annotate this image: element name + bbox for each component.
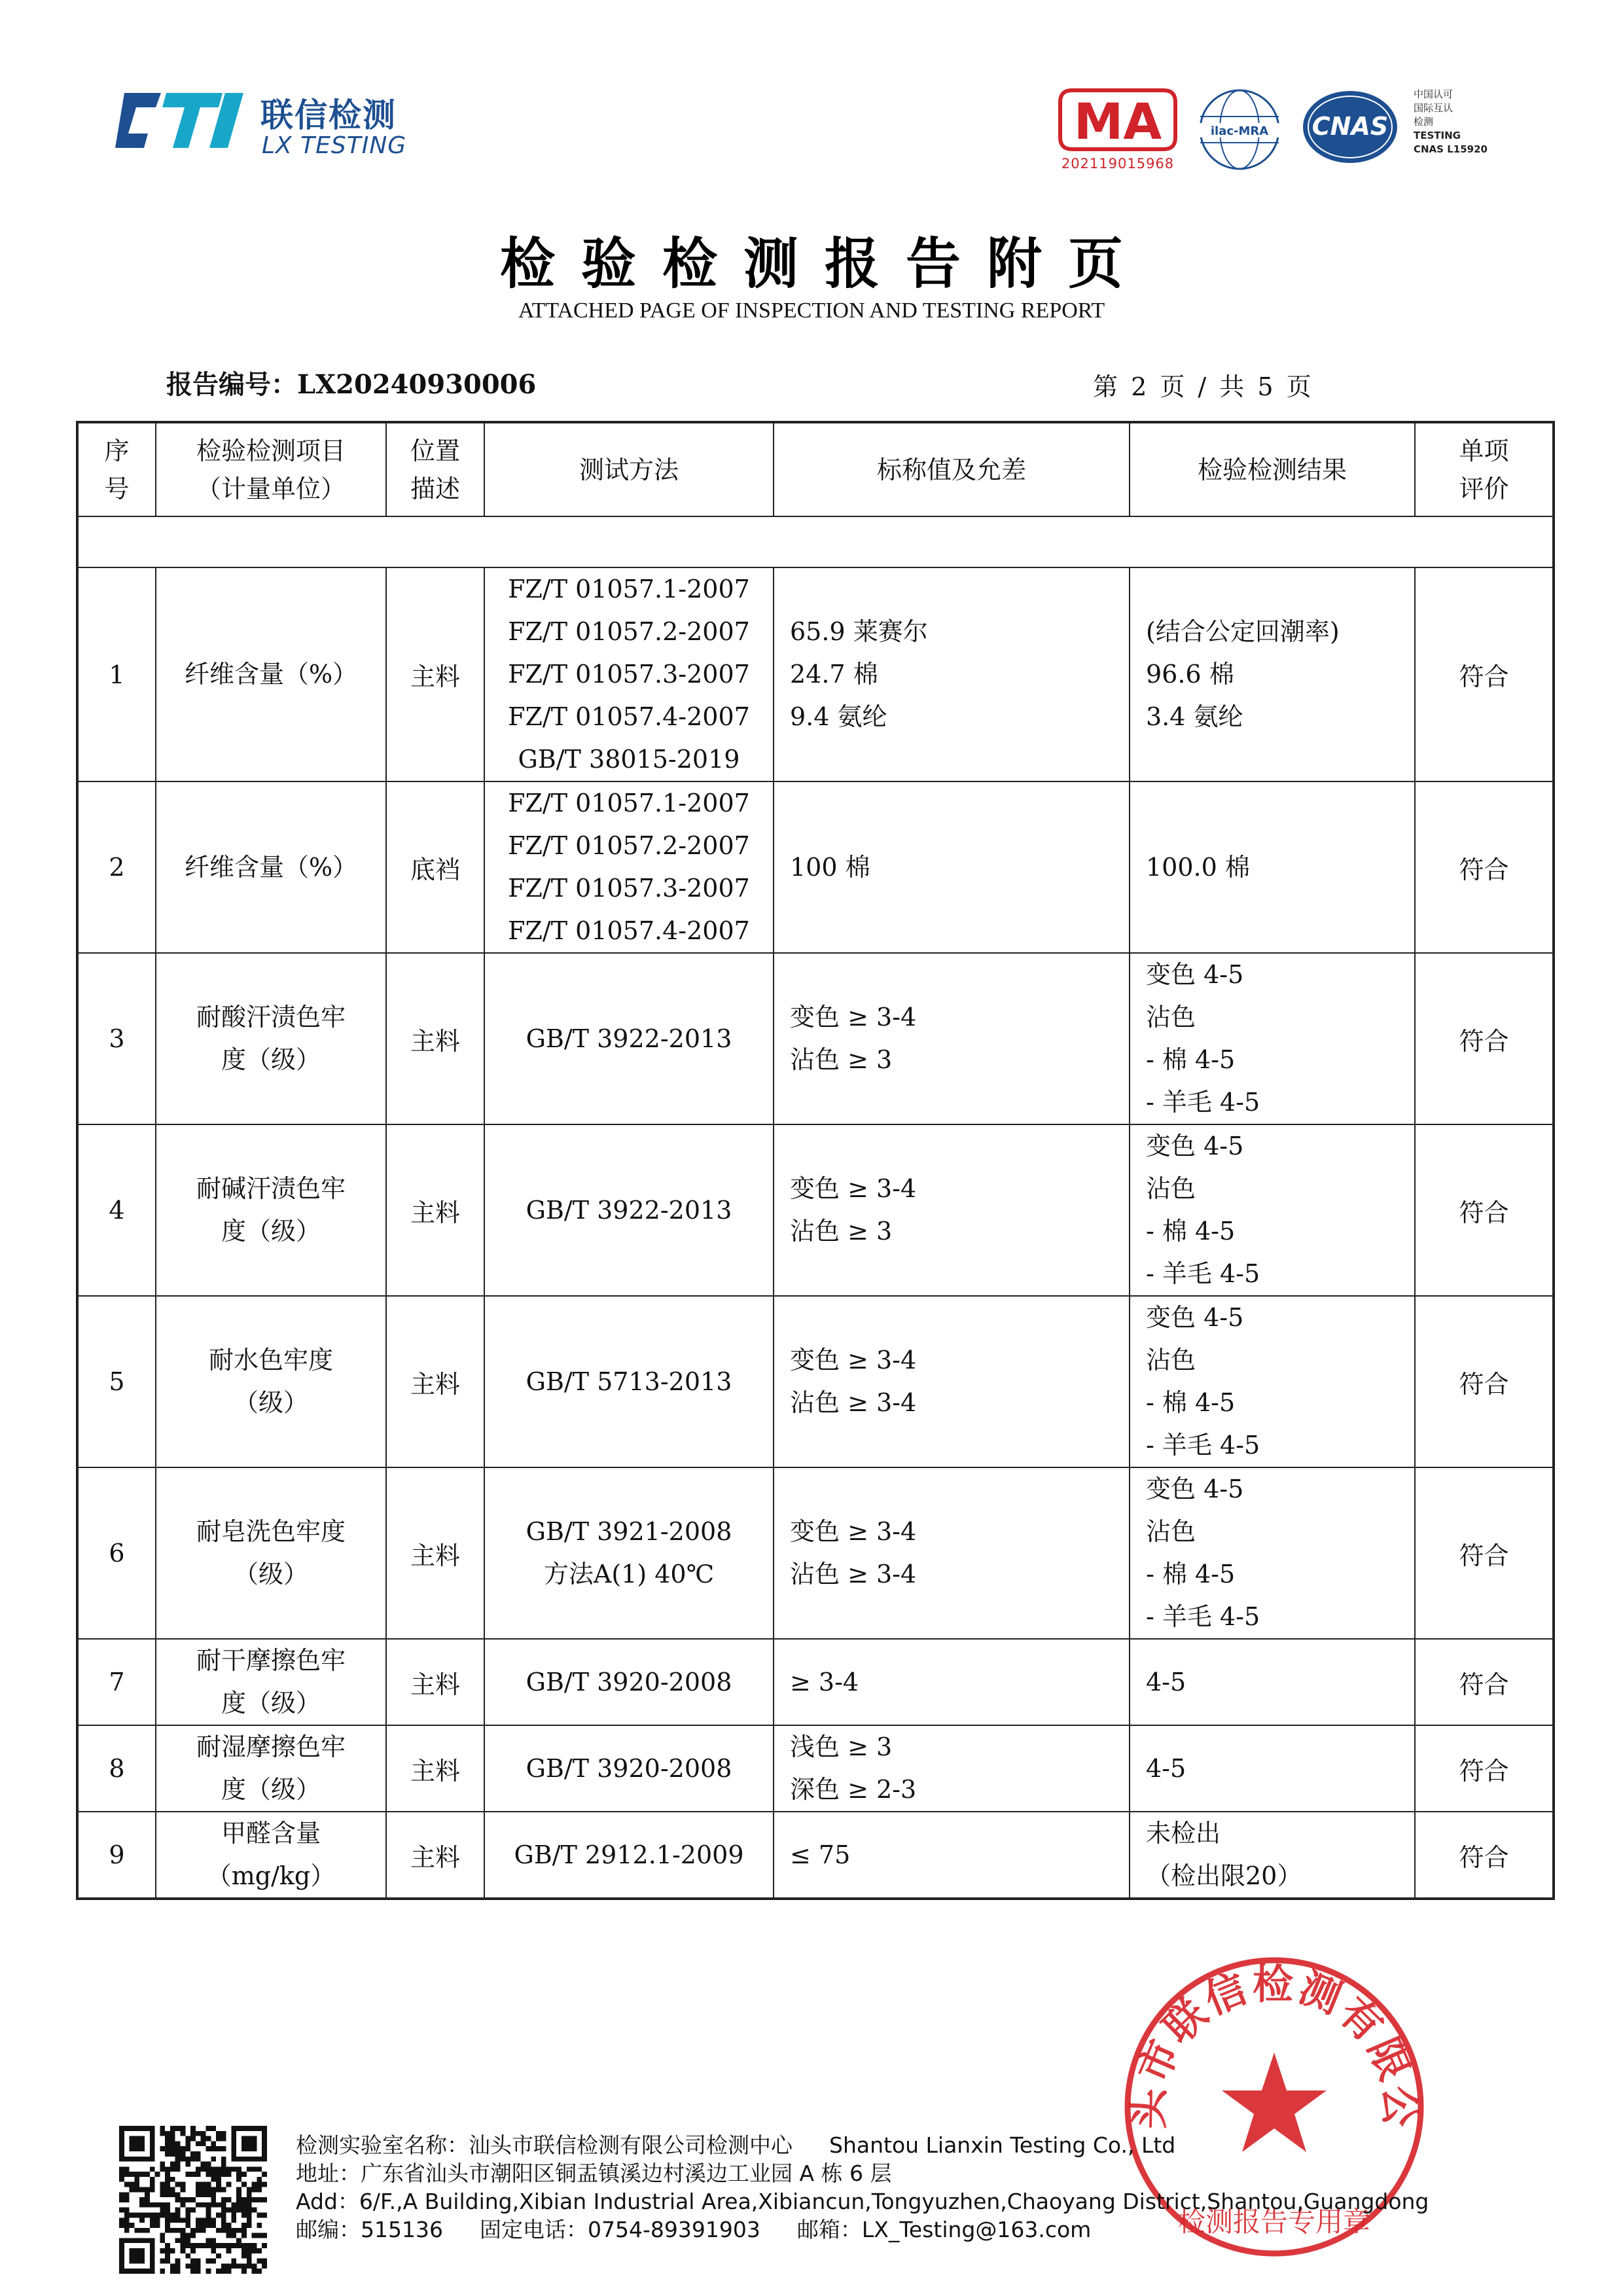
cell-method-line: FZ/T 01057.3-2007: [508, 660, 750, 689]
cell-nominal: [774, 1725, 1130, 1812]
cell-method: [484, 1467, 774, 1639]
cell-nominal-line: 24.7 棉: [790, 660, 878, 689]
cell-item-line: 度（级）: [221, 1217, 321, 1246]
header-evaluation-line: 评价: [1459, 474, 1509, 503]
logo-en-text: LX TESTING: [262, 132, 407, 159]
cell-result: [1130, 1812, 1415, 1899]
cell-result: [1130, 567, 1415, 781]
cell-nominal-line: ≤ 75: [790, 1840, 851, 1869]
cell-position: 主料: [386, 953, 484, 1124]
cell-no: 9: [77, 1812, 156, 1899]
cell-result: [1130, 1296, 1415, 1467]
cell-method-line: GB/T 2912.1-2009: [514, 1840, 744, 1869]
seal-arc-text: 头市联信检测有限公: [1124, 1960, 1424, 2130]
cnas-mark: [1301, 88, 1399, 166]
header-item-line: 检验检测项目: [196, 436, 346, 465]
cell-method-line: GB/T 3921-2008: [526, 1517, 732, 1546]
cell-result-line: - 棉 4-5: [1146, 1217, 1236, 1246]
cnas-caption-line: 中国认可: [1414, 88, 1454, 100]
cell-method: [484, 1296, 774, 1467]
cell-result: [1130, 1467, 1415, 1639]
cell-evaluation: 符合: [1415, 781, 1554, 953]
cell-nominal: [774, 781, 1130, 953]
cell-result-line: 变色 4-5: [1146, 1132, 1244, 1160]
cell-item-line: （mg/kg）: [206, 1861, 336, 1890]
cnas-caption-line: 国际互认: [1414, 102, 1454, 114]
cnas-logo-icon: [1301, 88, 1399, 166]
cell-result-line: （检出限20）: [1146, 1861, 1302, 1890]
header-no-line: 序: [104, 436, 130, 465]
cell-evaluation: 符合: [1415, 567, 1554, 781]
header-item: [156, 422, 386, 516]
table-row: [77, 1639, 1554, 1725]
cell-nominal-line: 沾色 ≥ 3-4: [790, 1388, 917, 1417]
cell-nominal-line: 浅色 ≥ 3: [790, 1732, 893, 1761]
footer-lab-name-cn: 汕头市联信检测有限公司检测中心: [469, 2132, 793, 2158]
header-no: [77, 422, 156, 516]
footer-phone: 0754-89391903: [587, 2217, 760, 2242]
table-row: [77, 1467, 1554, 1639]
cell-result-line: 沾色: [1146, 1346, 1196, 1374]
cell-method-line: GB/T 3920-2008: [526, 1667, 732, 1696]
company-logo: [110, 84, 450, 162]
cell-nominal-line: 沾色 ≥ 3: [790, 1217, 893, 1246]
cell-result-line: (结合公定回潮率): [1146, 617, 1340, 646]
cell-method-line: GB/T 3920-2008: [526, 1753, 732, 1783]
cell-item-line: （级）: [233, 1388, 308, 1417]
cell-nominal: [774, 1639, 1130, 1725]
ilac-mark-text: ilac-MRA: [1210, 124, 1269, 138]
cell-nominal-line: 沾色 ≥ 3: [790, 1045, 893, 1074]
cell-evaluation: 符合: [1415, 953, 1554, 1124]
cell-method-line: FZ/T 01057.2-2007: [508, 617, 750, 646]
seal-bottom-text: 检测报告专用章: [1177, 2206, 1370, 2238]
header-position-line: 位置: [410, 436, 460, 465]
header-no-line: 号: [104, 474, 130, 503]
cell-nominal-line: 变色 ≥ 3-4: [790, 1517, 917, 1546]
cma-mark: [1054, 85, 1182, 177]
cma-mark-text: MA: [1073, 92, 1162, 151]
footer-phone-label: 固定电话：: [479, 2217, 588, 2242]
cell-position: 主料: [386, 1124, 484, 1296]
cell-item-line: 度（级）: [221, 1775, 321, 1804]
header-position: [386, 422, 484, 516]
cell-result-line: 4-5: [1146, 1753, 1186, 1783]
cell-method: [484, 1725, 774, 1812]
cell-method: [484, 953, 774, 1124]
footer-info: [296, 2131, 1429, 2244]
cell-position: 主料: [386, 1639, 484, 1725]
cell-method-line: FZ/T 01057.4-2007: [508, 916, 750, 945]
cell-item: [156, 953, 386, 1124]
cell-position: 主料: [386, 567, 484, 781]
footer-email-label: 邮箱：: [796, 2217, 862, 2242]
page-title: 检验检测报告附页: [499, 231, 1149, 296]
cell-evaluation: 符合: [1415, 1467, 1554, 1639]
cell-item-line: 耐酸汗渍色牢: [196, 1003, 346, 1031]
cell-position: 主料: [386, 1296, 484, 1467]
table-row: [77, 567, 1554, 781]
cell-nominal: [774, 567, 1130, 781]
cell-item: [156, 1725, 386, 1812]
cell-item: [156, 1124, 386, 1296]
cell-position: 主料: [386, 1725, 484, 1812]
cell-result-line: - 棉 4-5: [1146, 1388, 1236, 1417]
ilac-mra-mark: [1195, 85, 1284, 174]
cell-result-line: 沾色: [1146, 1003, 1196, 1031]
header-nominal: 标称值及允差: [774, 422, 1130, 516]
cell-result-line: 沾色: [1146, 1174, 1196, 1203]
cell-result-line: 100.0 棉: [1146, 852, 1250, 882]
cell-nominal: [774, 1296, 1130, 1467]
cell-method-line: FZ/T 01057.1-2007: [508, 789, 750, 817]
cell-no: 8: [77, 1725, 156, 1812]
cell-position: 主料: [386, 1812, 484, 1899]
footer-contact-line: [296, 2215, 1429, 2244]
cell-evaluation: 符合: [1415, 1124, 1554, 1296]
cell-method-line: GB/T 3922-2013: [526, 1195, 732, 1225]
cell-result-line: - 羊毛 4-5: [1146, 1259, 1260, 1288]
cell-nominal-line: ≥ 3-4: [790, 1667, 859, 1696]
cell-nominal: [774, 1467, 1130, 1639]
footer-address-label: 地址：: [296, 2161, 361, 2186]
table-row: [77, 953, 1554, 1124]
cell-no: 6: [77, 1467, 156, 1639]
header-method: 测试方法: [484, 422, 774, 516]
footer-address-en-label: Add：: [296, 2189, 359, 2214]
cell-evaluation: 符合: [1415, 1296, 1554, 1467]
table-row: [77, 1124, 1554, 1296]
cell-no: 7: [77, 1639, 156, 1725]
footer-lab-line: [296, 2131, 1429, 2159]
logo-mark-icon: [110, 88, 254, 153]
footer-lab-name-en: Shantou Lianxin Testing Co., Ltd: [829, 2132, 1176, 2158]
cell-nominal-line: 65.9 莱赛尔: [790, 617, 928, 646]
cell-evaluation: 符合: [1415, 1639, 1554, 1725]
header-item-line: （计量单位）: [196, 474, 346, 503]
cell-no: 2: [77, 781, 156, 953]
cell-result: [1130, 1725, 1415, 1812]
cma-number: 202119015968: [1061, 156, 1175, 171]
cell-method: [484, 781, 774, 953]
cnas-caption-line: CNAS L15920: [1414, 143, 1488, 155]
footer-postcode: 515136: [361, 2217, 443, 2242]
header-evaluation-line: 单项: [1459, 436, 1509, 465]
page-subtitle: ATTACHED PAGE OF INSPECTION AND TESTING REPORT: [518, 298, 1105, 323]
cell-result-line: 4-5: [1146, 1667, 1186, 1696]
cell-nominal: [774, 1812, 1130, 1899]
cell-nominal-line: 变色 ≥ 3-4: [790, 1174, 917, 1203]
cnas-mark-text: CNAS: [1311, 112, 1389, 141]
cell-result-line: 未检出: [1146, 1819, 1221, 1848]
cell-item-line: 耐碱汗渍色牢: [196, 1174, 346, 1203]
header-position-line: 描述: [410, 474, 460, 503]
footer-postcode-label: 邮编：: [296, 2217, 361, 2242]
cell-method: [484, 1639, 774, 1725]
footer-address-en-line: [296, 2187, 1429, 2215]
cell-result-line: 沾色: [1146, 1517, 1196, 1546]
cell-item: [156, 1296, 386, 1467]
cnas-caption-line: TESTING: [1414, 130, 1461, 141]
cell-item: [156, 1639, 386, 1725]
cell-method: [484, 567, 774, 781]
cell-evaluation: 符合: [1415, 1812, 1554, 1899]
header-result: 检验检测结果: [1130, 422, 1415, 516]
cell-result-line: - 羊毛 4-5: [1146, 1602, 1260, 1631]
cell-item-line: 耐干摩擦色牢: [196, 1646, 346, 1675]
table-row: [77, 1812, 1554, 1899]
cell-item: [156, 781, 386, 953]
cnas-caption-line: 检测: [1414, 116, 1434, 128]
cell-method: [484, 1812, 774, 1899]
table-row: [77, 781, 1554, 953]
footer-address-line: [296, 2159, 1429, 2187]
cell-result-line: 3.4 氨纶: [1146, 702, 1243, 731]
cell-nominal: [774, 953, 1130, 1124]
cell-item: [156, 567, 386, 781]
table-header-row: [77, 422, 1554, 516]
report-number: 报告编号：LX20240930006: [166, 369, 537, 400]
cell-item-line: 耐皂洗色牢度: [196, 1517, 346, 1546]
cell-item: [156, 1467, 386, 1639]
cell-method-line: FZ/T 01057.2-2007: [508, 831, 750, 860]
cell-result-line: - 棉 4-5: [1146, 1560, 1236, 1588]
cell-item-line: 纤维含量（%）: [184, 852, 358, 882]
cell-nominal-line: 深色 ≥ 2-3: [790, 1775, 917, 1804]
cell-result-line: - 羊毛 4-5: [1146, 1431, 1260, 1460]
cell-nominal-line: 沾色 ≥ 3-4: [790, 1560, 917, 1588]
cell-nominal: [774, 1124, 1130, 1296]
footer-address-en: 6/F.,A Building,Xibian Industrial Area,Xibiancun,Tongyuzhen,Chaoyang District,Shantou,Guangdong: [359, 2189, 1429, 2214]
cell-result-line: - 棉 4-5: [1146, 1045, 1236, 1074]
cell-item-line: 耐湿摩擦色牢: [196, 1732, 346, 1761]
cell-position: 主料: [386, 1467, 484, 1639]
header-evaluation: [1415, 422, 1554, 516]
cell-no: 4: [77, 1124, 156, 1296]
cell-item-line: 耐水色牢度: [208, 1346, 333, 1374]
cell-nominal-line: 100 棉: [790, 852, 870, 882]
cell-method-line: FZ/T 01057.4-2007: [508, 702, 750, 731]
cell-nominal-line: 变色 ≥ 3-4: [790, 1003, 917, 1031]
cnas-caption: [1414, 88, 1518, 156]
cell-result: [1130, 1639, 1415, 1725]
cell-no: 3: [77, 953, 156, 1124]
cell-method-line: GB/T 5713-2013: [526, 1367, 732, 1396]
footer-address-cn: 广东省汕头市潮阳区铜盂镇溪边村溪边工业园 A 栋 6 层: [361, 2161, 892, 2186]
results-table: [76, 421, 1555, 1900]
cell-method-line: FZ/T 01057.3-2007: [508, 874, 750, 903]
cell-method-line: GB/T 38015-2019: [518, 745, 740, 774]
cell-no: 5: [77, 1296, 156, 1467]
cell-result-line: - 羊毛 4-5: [1146, 1088, 1260, 1117]
cell-evaluation: 符合: [1415, 1725, 1554, 1812]
table-row: [77, 1725, 1554, 1812]
cell-item-line: 度（级）: [221, 1689, 321, 1717]
ilac-globe-icon: [1195, 85, 1284, 174]
table-row: [77, 1296, 1554, 1467]
cell-result: [1130, 1124, 1415, 1296]
cell-result: [1130, 953, 1415, 1124]
cell-item: [156, 1812, 386, 1899]
cell-result-line: 96.6 棉: [1146, 660, 1234, 689]
cell-no: 1: [77, 567, 156, 781]
cma-mark-icon: [1054, 85, 1182, 154]
cell-result: [1130, 781, 1415, 953]
cell-item-line: 度（级）: [221, 1045, 321, 1074]
cell-item-line: 甲醛含量: [221, 1819, 321, 1848]
table-spacer-cell: [77, 516, 1554, 567]
cell-result-line: 变色 4-5: [1146, 1303, 1244, 1332]
cell-nominal-line: 变色 ≥ 3-4: [790, 1346, 917, 1374]
cell-item-line: 纤维含量（%）: [184, 660, 358, 689]
footer-lab-label: 检测实验室名称：: [296, 2132, 469, 2158]
footer-email: LX_Testing@163.com: [861, 2217, 1092, 2242]
cell-position: 底裆: [386, 781, 484, 953]
cell-result-line: 变色 4-5: [1146, 1475, 1244, 1503]
cell-method-line: 方法A(1) 40℃: [543, 1560, 715, 1588]
cell-result-line: 变色 4-5: [1146, 960, 1244, 989]
cell-nominal-line: 9.4 氨纶: [790, 702, 887, 731]
table-spacer-row: [77, 516, 1554, 567]
cell-method-line: FZ/T 01057.1-2007: [508, 575, 750, 603]
cell-item-line: （级）: [233, 1560, 308, 1588]
page-indicator: 第 2 页 / 共 5 页: [1093, 372, 1311, 401]
logo-cn-text: 联信检测: [260, 96, 397, 134]
cell-method: [484, 1124, 774, 1296]
cell-method-line: GB/T 3922-2013: [526, 1024, 732, 1053]
qr-code-icon: [119, 2126, 267, 2274]
